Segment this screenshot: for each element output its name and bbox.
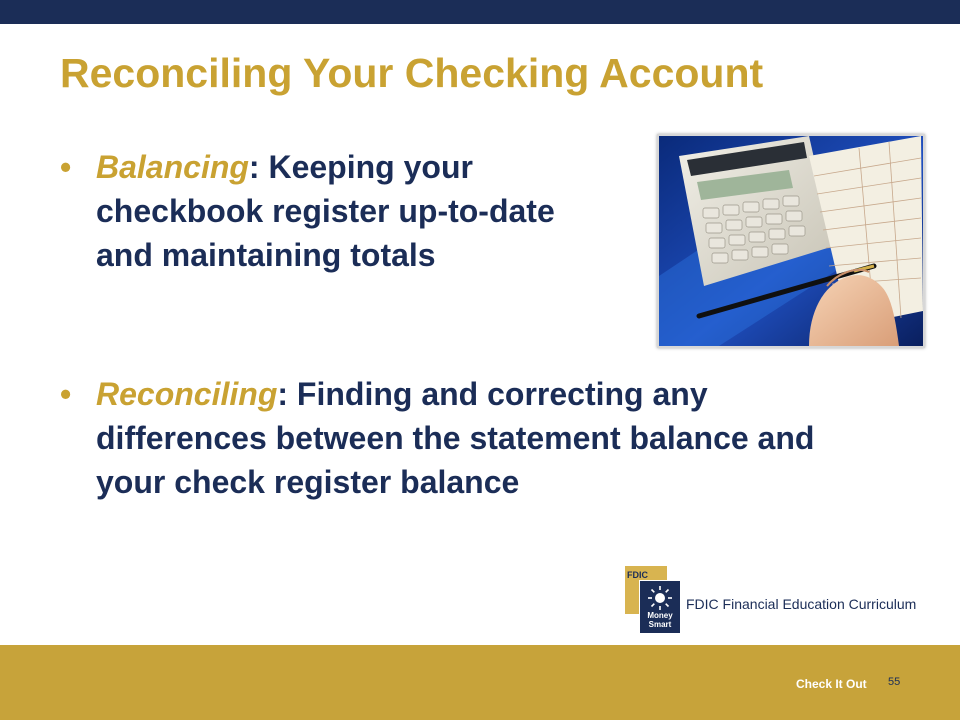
money-smart-label: Money Smart bbox=[647, 611, 673, 629]
footer-label: Check It Out bbox=[796, 677, 867, 691]
bullet-separator: : bbox=[248, 149, 269, 185]
bullet-term: Reconciling bbox=[96, 376, 278, 412]
calculator-photo bbox=[657, 134, 925, 348]
sun-icon bbox=[648, 586, 672, 610]
fdic-money-smart-logo bbox=[625, 566, 925, 632]
bullet-dot: • bbox=[60, 376, 72, 412]
page-number: 55 bbox=[888, 676, 901, 688]
bullet-text bbox=[96, 372, 886, 504]
slide-title: Reconciling Your Checking Account bbox=[60, 50, 764, 96]
top-bar bbox=[0, 0, 960, 24]
money-smart-badge bbox=[639, 580, 681, 634]
bullet-definition: Keeping your checkbook register up-to-date and maintaining totals bbox=[96, 149, 555, 273]
bullet-reconciling bbox=[60, 372, 880, 512]
bullet-text bbox=[96, 145, 616, 277]
fdic-label: FDIC bbox=[627, 570, 648, 580]
bullet-term: Balancing bbox=[96, 149, 249, 185]
bullet-balancing bbox=[60, 145, 620, 325]
bullet-definition: Finding and correcting any differences between the statement balance and your check register balance bbox=[96, 376, 815, 500]
bullet-separator: : bbox=[277, 376, 297, 412]
logo-caption: FDIC Financial Education Curriculum bbox=[686, 596, 917, 612]
bullet-dot: • bbox=[60, 149, 72, 185]
